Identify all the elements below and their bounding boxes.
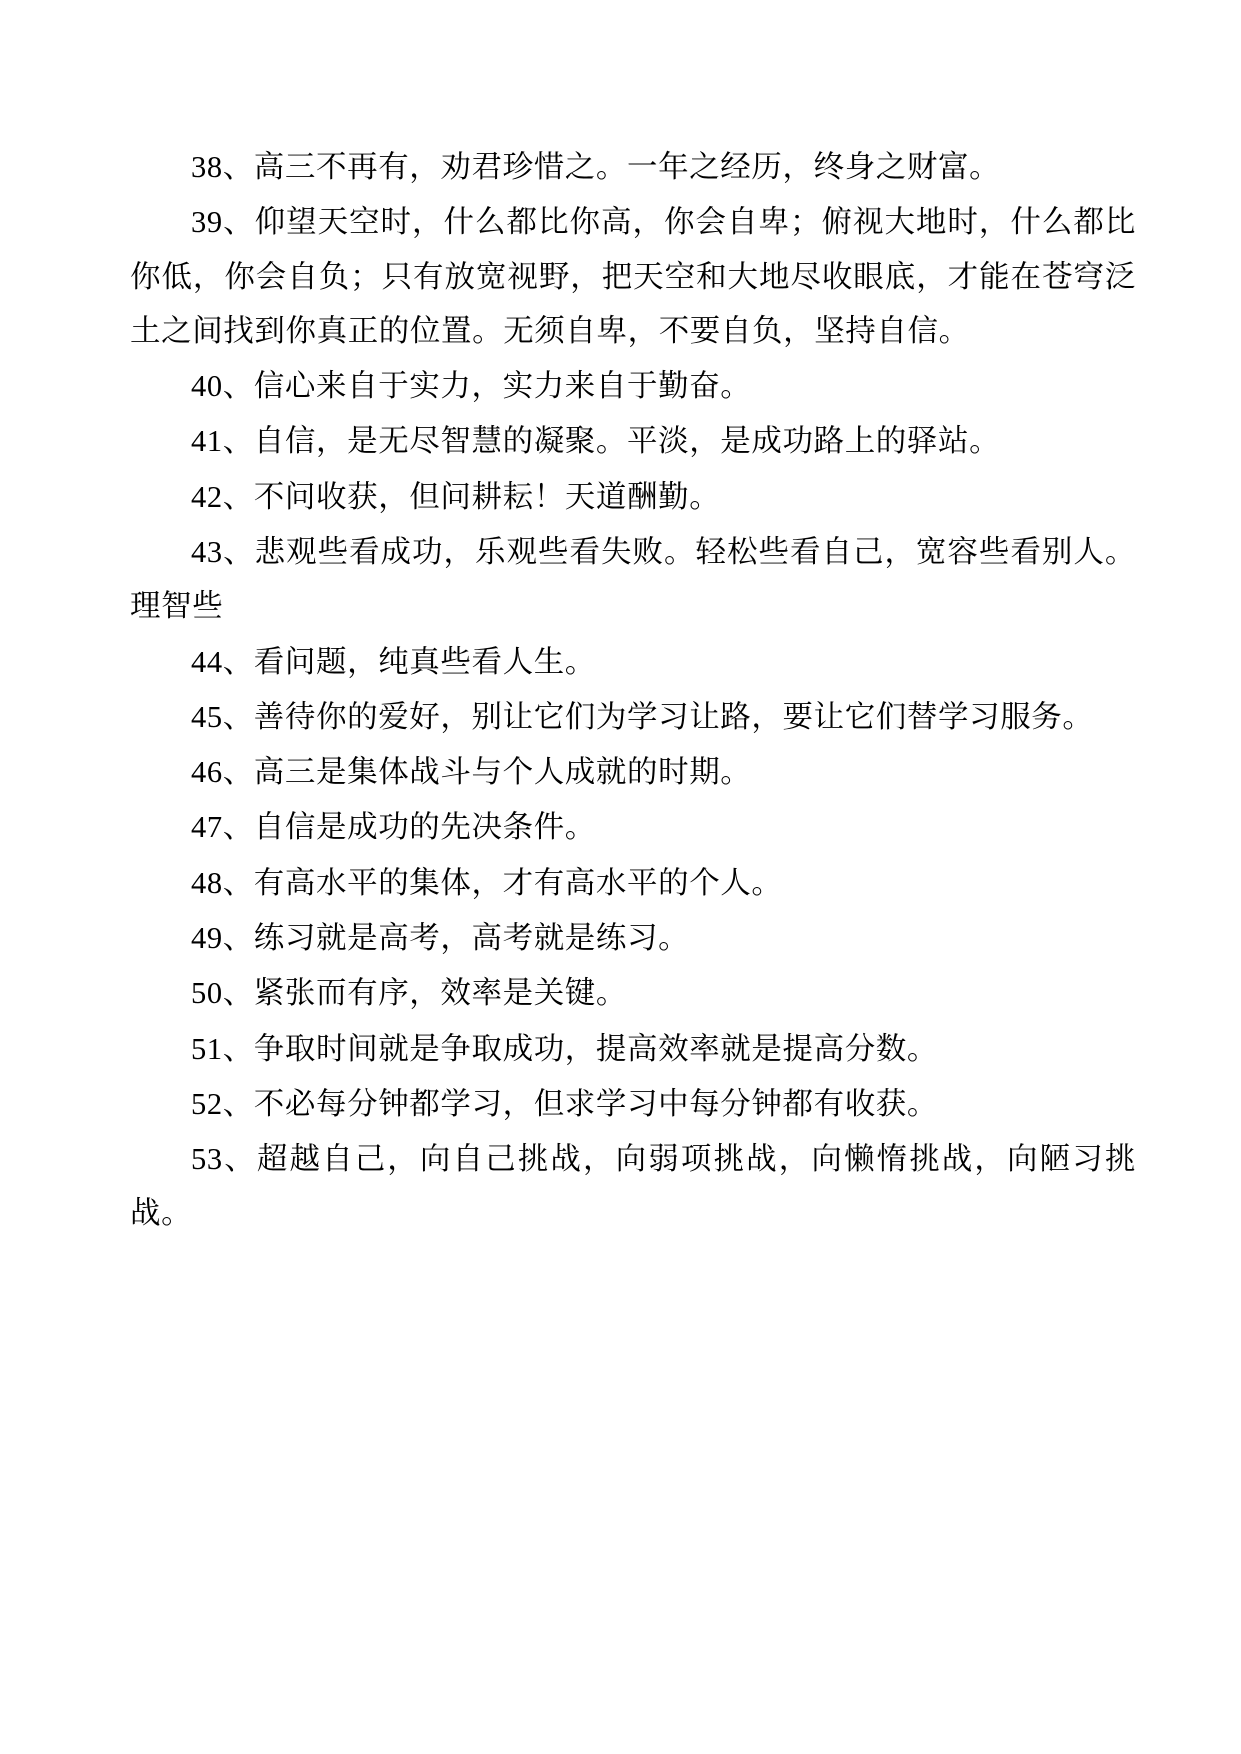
paragraph: 50、紧张而有序，效率是关键。 xyxy=(191,976,627,1011)
paragraph: 44、看问题，纯真些看人生。 xyxy=(191,644,596,679)
paragraph: 52、不必每分钟都学习，但求学习中每分钟都有收获。 xyxy=(191,1086,938,1121)
paragraph: 46、高三是集体战斗与个人成就的时期。 xyxy=(191,755,752,790)
paragraph: 48、有高水平的集体，才有高水平的个人。 xyxy=(191,865,783,900)
paragraph: 42、不问收获，但问耕耘！天道酬勤。 xyxy=(191,479,721,514)
paragraph: 51、争取时间就是争取成功，提高效率就是提高分数。 xyxy=(191,1031,938,1066)
paragraph: 53、超越自己，向自己挑战，向弱项挑战，向懒惰挑战，向陋习挑战。 xyxy=(130,1142,1136,1231)
paragraph: 47、自信是成功的先决条件。 xyxy=(191,810,596,845)
document-body xyxy=(130,140,1136,1241)
paragraph: 49、练习就是高考，高考就是练习。 xyxy=(191,920,690,955)
paragraph: 43、悲观些看成功，乐观些看失败。轻松些看自己，宽容些看别人。理智些 xyxy=(130,534,1136,624)
paragraph: 39、仰望天空时，什么都比你高，你会自卑；俯视大地时，什么都比你低，你会自负；只有放宽视野，把天空和大地尽收眼底，才能在苍穹泛土之间找到你真正的位置。无须自卑，不要自负，坚持自信。 xyxy=(130,205,1136,348)
paragraph: 41、自信，是无尽智慧的凝聚。平淡，是成功路上的驿站。 xyxy=(191,424,1001,459)
paragraph: 38、高三不再有，劝君珍惜之。一年之经历，终身之财富。 xyxy=(191,150,1001,184)
paragraph: 40、信心来自于实力，实力来自于勤奋。 xyxy=(191,369,752,404)
paragraph: 45、善待你的爱好，别让它们为学习让路，要让它们替学习服务。 xyxy=(191,699,1094,734)
